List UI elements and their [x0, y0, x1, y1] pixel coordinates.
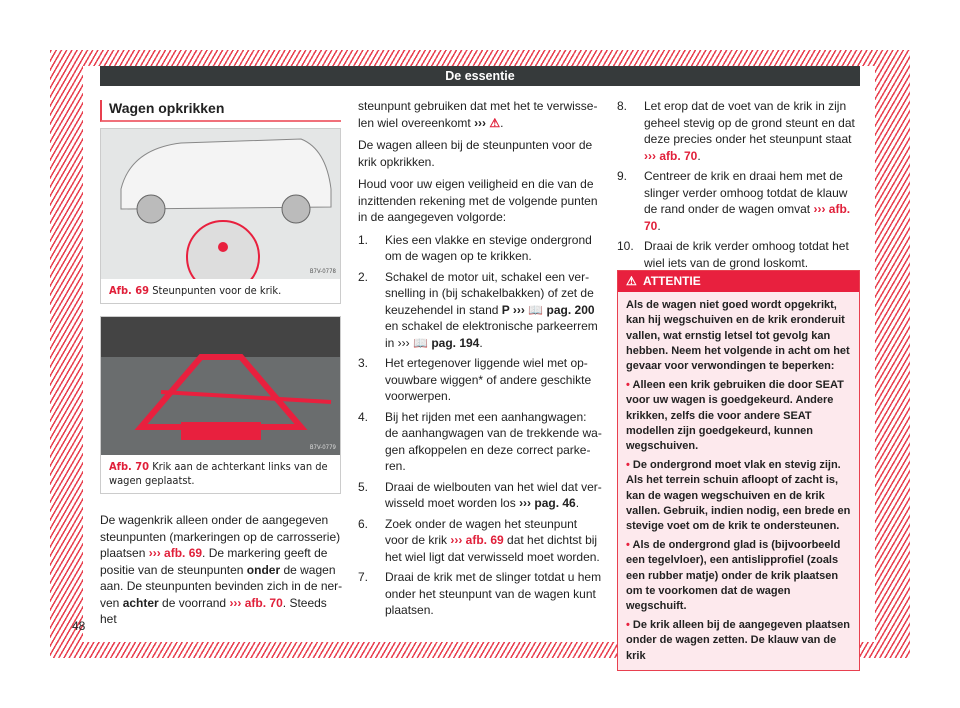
jack-image	[101, 317, 340, 455]
attention-box: ⚠ ATTENTIE Als de wagen niet goed wordt opgekrikt, kan hij wegschuiven en de krik eronderuit vallen, wat ernstig letsel tot gevolg kan hebben. Neem het volgende in acht om het gevaar voor verwondingen te beperken: • Alleen een krik gebruiken die door SEAT voor uw wagen is goedgekeurd. Andere krikken, zelfs die voor andere SEAT modellen zijn goedgekeurd, kunnen wegschuiven. • De ondergrond moet vlak en stevig zijn. Als het terrein schuin afloopt of zacht is, kan de wagen wegschuiven en de krik vallen. Gebruik, indien nodig, een brede en stevige voet om de krik te ondersteunen. • Als de ondergrond glad is (bijvoorbeeld een tegelvloer), een antislipprofiel (zoals een rubber matje) onder de krik plaatsen om te voorkomen dat de wagen wegschuift. • De krik alleen bij de aangegeven plaatsen onder de wagen zetten. De klauw van de krik	[617, 270, 860, 671]
figure-link[interactable]: ››› afb. 70	[644, 148, 698, 163]
list-item: 9. Centreer de krik en draai hem met de slinger verder omhoog totdat de klauw de rand onder de wagen omvat ››› afb. 70.	[617, 169, 851, 233]
column-2-text: steunpunt gebruiken dat met het te verwisselen wiel overeenkomt ››› ⚠. De wagen alleen bij de steunpunten voor de krik opkrikken. Houd voor uw eigen veiligheid en die van de inzittenden rekening met de volgende punten in de aangegeven volgorde: 1. Kies een vlakke en stevige ondergrond om de wagen op te krikken. 2. Schakel de motor uit, schakel een versnelling in (bij schakelbakken) of zet de keuzehendel in stand P ››› 📖 pag. 200 en schakel de elektronische parkeerrem in ››› 📖 pag. 194. 3. Het ertegenover liggende wiel met opvouwbare wiggen* of andere geschikte voorwerpen. 4. Bij het rijden met een aanhangwagen: de aanhangwagen van de trekkende wagen afkoppelen en deze correct parkeren. 5. Draai de wielbouten van het wiel dat verwisseld moet worden los ››› pag. 46. 6. Zoek onder de wagen het steunpunt voor de krik ››› afb. 69 dat het dichtst bij het wiel ligt dat verwisseld moet worden. 7. Draai de krik met de slinger totdat u hem onder het steunpunt van de wagen kunt plaatsen.	[358, 99, 602, 617]
section-title: Wagen opkrikken	[100, 100, 341, 122]
figure-link[interactable]: ››› afb. 69	[450, 533, 504, 547]
bullet-item: • Alleen een krik gebruiken die door SEAT voor uw wagen is goedgekeurd. Andere krikken, zelfs die voor andere SEAT modellen zijn goedgekeurd, kunnen wegschuiven.	[626, 379, 844, 453]
list-item: 5. Draai de wielbouten van het wiel dat verwisseld moet worden los ››› pag. 46.	[358, 479, 602, 510]
list-item: 4. Bij het rijden met een aanhangwagen: de aanhangwagen van de trekkende wagen afkoppelen en deze correct parkeren.	[358, 409, 602, 473]
attention-header: ⚠ ATTENTIE	[618, 271, 859, 292]
page-link[interactable]: pag. 194	[431, 335, 480, 350]
figure-link[interactable]: ››› afb. 70	[229, 595, 283, 610]
warning-icon: ⚠	[489, 115, 501, 130]
list-item: 3. Het ertegenover liggende wiel met opvouwbare wiggen* of andere geschikte voorwerpen.	[358, 356, 592, 403]
list-item: 10. Draai de krik verder omhoog totdat het wiel iets van de grond loskomt.	[617, 239, 849, 270]
bullet-item: • De ondergrond moet vlak en stevig zijn. Als het terrein schuin afloopt of zacht is, kan de wagen wegschuiven en de krik vallen. Gebruik, indien nodig, een brede en stevige voet om de krik te ondersteunen.	[626, 459, 851, 533]
steps-list	[358, 232, 602, 619]
page-link[interactable]: ››› pag. 46	[519, 496, 576, 510]
page-number: 48	[72, 619, 86, 633]
steps-list	[617, 98, 861, 271]
book-icon: 📖	[413, 335, 428, 350]
figure-link[interactable]: ››› afb. 69	[148, 546, 203, 560]
book-icon: 📖	[528, 302, 544, 317]
warning-icon: ⚠	[626, 274, 637, 288]
chapter-header: De essentie	[100, 66, 860, 86]
list-item: 1. Kies een vlakke en stevige ondergrond om de wagen op te krikken.	[358, 232, 592, 263]
figure-70	[100, 316, 341, 494]
figure-caption: Afb. 70 Krik aan de achterkant links van de wagen geplaatst.	[109, 460, 328, 487]
figure-link[interactable]: ››› afb. 70	[644, 202, 851, 233]
list-item: 7. Draai de krik met de slinger totdat u hem onder het steunpunt van de wagen kunt plaatsen.	[358, 570, 602, 617]
figure-code: B7V-0778	[309, 268, 336, 275]
bullet-item: • Als de ondergrond glad is (bijvoorbeeld een tegelvloer), een antislipprofiel (zoals een rubber matje) onder de krik plaatsen om te voorkomen dat de wagen wegschuift.	[626, 539, 841, 613]
figure-69	[100, 128, 341, 304]
bullet-item: • De krik alleen bij de aangegeven plaatsen onder de wagen zetten. De klauw van de krik	[626, 619, 850, 662]
column-3-text	[617, 98, 861, 275]
page-link[interactable]: pag. 200	[546, 302, 595, 317]
list-item: 8. Let erop dat de voet van de krik in zijn geheel stevig op de grond steunt en dat deze precies onder het steunpunt staat ››› afb. 70.	[617, 99, 855, 163]
figure-code: B7V-0779	[309, 444, 336, 451]
car-side-image	[101, 129, 340, 279]
column-1-text: De wagenkrik alleen onder de aangegeven steunpunten (markeringen op de carrosserie) plaatsen ››› afb. 69. De markering geeft de positie van de steunpunten onder de wagen aan. De steunpunten bevinden zich in de nerven achter de voorrand ››› afb. 70. Steeds het	[100, 513, 343, 626]
list-item: 6. Zoek onder de wagen het steunpunt voor de krik ››› afb. 69 dat het dichtst bij het wiel ligt dat verwisseld moet worden.	[358, 516, 600, 564]
list-item: 2. Schakel de motor uit, schakel een versnelling in (bij schakelbakken) of zet de keuzehendel in stand P ››› 📖 pag. 200 en schakel de elektronische parkeerrem in ››› 📖 pag. 194.	[358, 269, 598, 350]
figure-caption: Afb. 69 Steunpunten voor de krik.	[109, 284, 282, 297]
